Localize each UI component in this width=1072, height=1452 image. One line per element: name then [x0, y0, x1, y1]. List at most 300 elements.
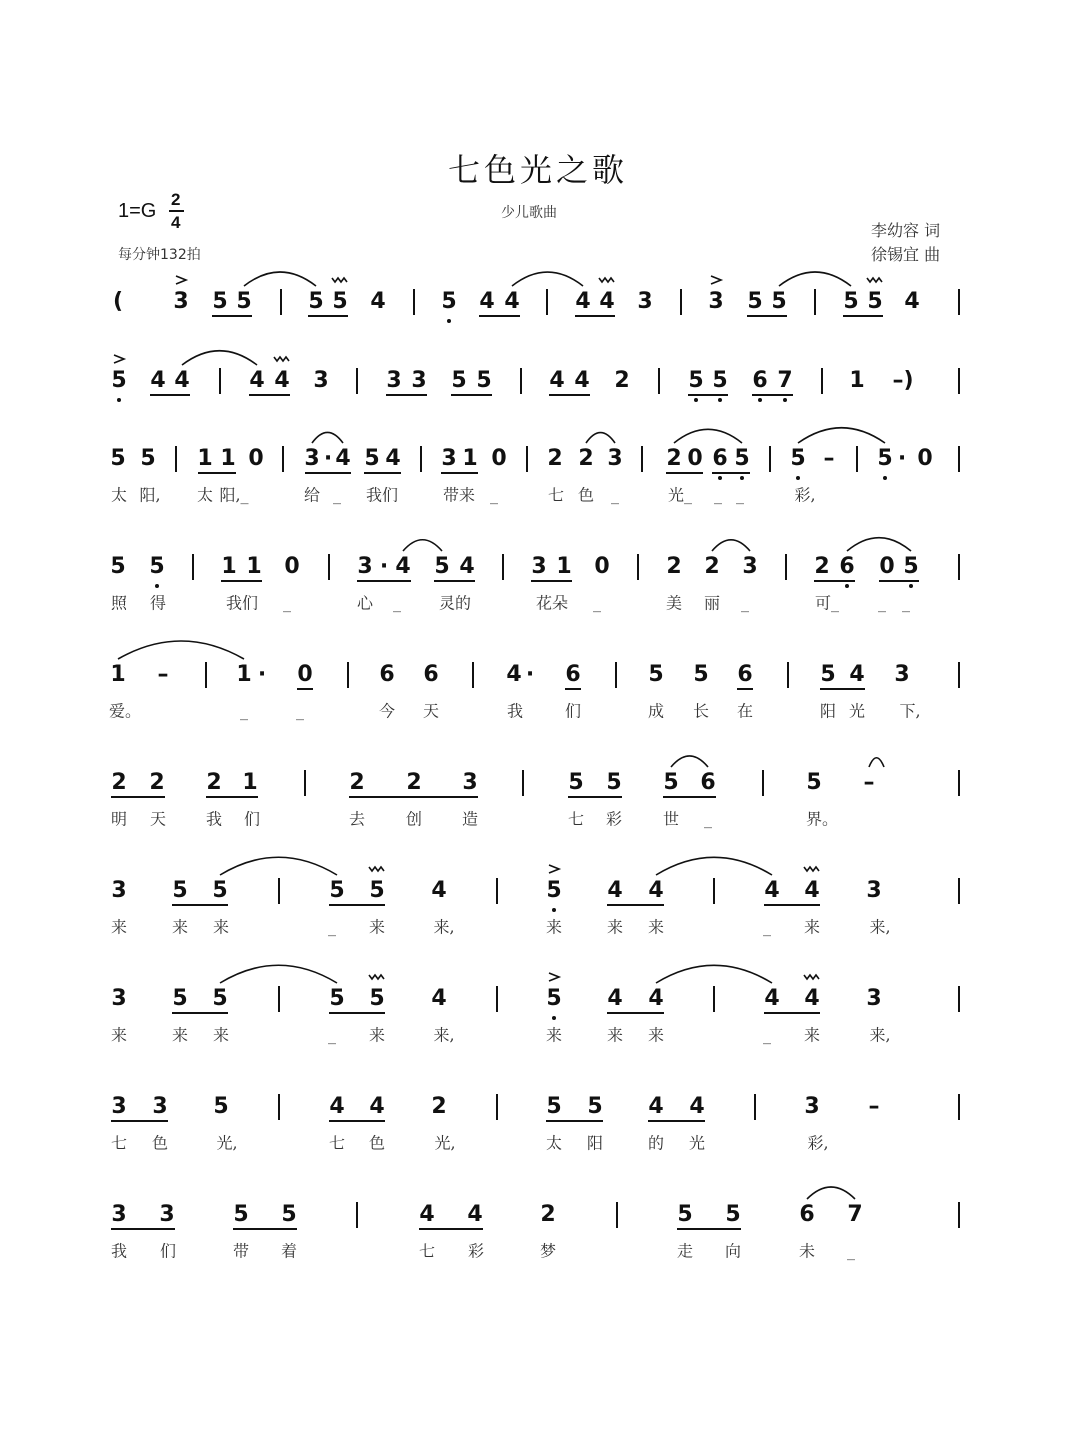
note: · [897, 446, 907, 471]
note: 5 [546, 1094, 562, 1119]
lyric: 灵的 [438, 593, 472, 613]
lyric: _ [878, 593, 886, 613]
note: 5 [747, 289, 763, 314]
note: 3 [357, 554, 373, 579]
mordent-mark [369, 975, 384, 979]
note: 5 [369, 878, 385, 903]
note: 5 [213, 1094, 229, 1119]
note: 5 [212, 878, 228, 903]
note: · [257, 662, 267, 687]
note: 7 [847, 1202, 863, 1227]
note: 5 [332, 289, 348, 314]
lyric: _ [333, 485, 341, 505]
slur-tie [656, 965, 772, 983]
note: 3 [111, 878, 127, 903]
note: 3 [866, 878, 882, 903]
note: 3 [894, 662, 910, 687]
note: 4 [648, 986, 664, 1011]
note: – [868, 1094, 880, 1119]
lyric: 创 [405, 809, 423, 829]
slur-tie [220, 965, 337, 983]
lyric: 阳 [819, 701, 837, 721]
lyric: 来 [110, 917, 128, 937]
lyric: 今 [378, 701, 396, 721]
mordent-mark [369, 867, 384, 871]
lyric: 太 [196, 485, 214, 505]
note: 4 [504, 289, 520, 314]
note: 4 [599, 289, 615, 314]
note: 5 [734, 446, 750, 471]
note: 5 [546, 878, 562, 903]
note: 5 [149, 554, 165, 579]
note: 4 [575, 289, 591, 314]
note: 1 [236, 662, 252, 687]
octave-dot-below [718, 398, 722, 402]
note: 2 [704, 554, 720, 579]
time-signature-top: 2 [171, 190, 181, 209]
lyric: 光 [848, 701, 866, 721]
note: 5 [476, 368, 492, 393]
note: 4 [648, 878, 664, 903]
lyric: _ [714, 485, 722, 505]
lyric: 彩, [807, 1133, 829, 1153]
note: 4 [648, 1094, 664, 1119]
note: 5 [308, 289, 324, 314]
lyric: 世 [662, 809, 680, 829]
lyric: 彩 [605, 809, 623, 829]
lyric: 来 [545, 917, 563, 937]
note: 5 [587, 1094, 603, 1119]
note: 1 [242, 770, 258, 795]
note: 4 [419, 1202, 435, 1227]
note: 4 [370, 289, 386, 314]
note: 1 [246, 554, 262, 579]
slur-tie [869, 758, 884, 767]
note: 2 [406, 770, 422, 795]
note: 2 [614, 368, 630, 393]
note: 3 [173, 289, 189, 314]
note: 3 [313, 368, 329, 393]
note: 5 [546, 986, 562, 1011]
slur-tie [807, 1187, 855, 1199]
octave-dot-below [845, 584, 849, 588]
octave-dot-below [447, 319, 451, 323]
lyric: 去 [348, 809, 366, 829]
lyric: 丽 [703, 593, 721, 613]
lyric: 光, [216, 1133, 238, 1153]
note: 4 [335, 446, 351, 471]
lyric: 造 [461, 809, 479, 829]
lyric: _ [593, 593, 601, 613]
mordent-mark [274, 357, 289, 361]
note: – [863, 770, 875, 795]
octave-dot-below [783, 398, 787, 402]
lyric: 天 [149, 809, 167, 829]
note: 3 [304, 446, 320, 471]
note: 0 [491, 446, 507, 471]
lyric: 阳, [139, 485, 161, 505]
octave-dot-below [883, 476, 887, 480]
lyric: _ [296, 701, 304, 721]
lyric: 七 [567, 809, 585, 829]
note: 5 [663, 770, 679, 795]
slur-tie [182, 351, 257, 365]
lyric: 走 [676, 1241, 694, 1261]
octave-dot-below [758, 398, 762, 402]
lyric: 我 [506, 701, 524, 721]
mordent-mark [804, 975, 819, 979]
tempo-marking: 每分钟132拍 [118, 247, 201, 263]
note: 2 [814, 554, 830, 579]
note: 5 [364, 446, 380, 471]
note: 5 [820, 662, 836, 687]
accent-mark [711, 276, 721, 284]
lyric: _ [736, 485, 744, 505]
lyric: 色 [577, 485, 595, 505]
slur-tie [244, 272, 316, 286]
lyric: 色 [151, 1133, 169, 1153]
note: 4 [764, 878, 780, 903]
mordent-mark [599, 278, 614, 282]
note: 3 [804, 1094, 820, 1119]
lyric: 们 [159, 1241, 177, 1261]
note: –) [892, 368, 914, 393]
lyric: 来 [803, 917, 821, 937]
lyric: 来 [212, 917, 230, 937]
lyric: 来, [433, 1025, 455, 1045]
note: 2 [666, 446, 682, 471]
note: 5 [212, 289, 228, 314]
slur-tie [674, 429, 742, 443]
lyric: 爱。 [108, 701, 142, 721]
note: 5 [877, 446, 893, 471]
lyric: 阳,_ [219, 485, 249, 505]
slur-tie [779, 272, 851, 286]
lyric: 来 [368, 917, 386, 937]
mordent-mark [867, 278, 882, 282]
lyric: 来, [869, 917, 891, 937]
note: 5 [369, 986, 385, 1011]
note: 0 [917, 446, 933, 471]
lyric: 着 [280, 1241, 298, 1261]
lyric: 带 [232, 1241, 250, 1261]
note: 2 [578, 446, 594, 471]
note: 4 [150, 368, 166, 393]
lyric: 来 [110, 1025, 128, 1045]
lyric: 我 [110, 1241, 128, 1261]
lyric: 七 [328, 1133, 346, 1153]
slur-tie [656, 857, 772, 875]
lyric: 来 [545, 1025, 563, 1045]
note: 5 [790, 446, 806, 471]
note: 5 [236, 289, 252, 314]
octave-dot-below [740, 476, 744, 480]
lyric: 带来 [442, 485, 476, 505]
note: 5 [568, 770, 584, 795]
lyric: _ [393, 593, 401, 613]
note: 5 [843, 289, 859, 314]
lyric: 来 [606, 1025, 624, 1045]
note: · [379, 554, 389, 579]
song-genre: 少儿歌曲 [501, 205, 557, 221]
accent-mark [549, 973, 559, 981]
note: 3 [152, 1094, 168, 1119]
lyric: 来 [212, 1025, 230, 1045]
note: 3 [441, 446, 457, 471]
note: 7 [777, 368, 793, 393]
lyric: 七 [547, 485, 565, 505]
note: 4 [274, 368, 290, 393]
lyric: 长 [692, 701, 710, 721]
note: 4 [459, 554, 475, 579]
lyric: 得 [149, 593, 167, 613]
lyric: 下, [899, 701, 921, 721]
lyric: 彩, [794, 485, 816, 505]
mordent-mark [332, 278, 347, 282]
note: 5 [329, 878, 345, 903]
slur-tie [220, 857, 337, 875]
note: 4 [431, 986, 447, 1011]
note: 0 [248, 446, 264, 471]
note: 4 [431, 878, 447, 903]
note: 1 [462, 446, 478, 471]
note: 3 [111, 1094, 127, 1119]
lyric: 们 [564, 701, 582, 721]
accent-mark [549, 865, 559, 873]
note: 3 [866, 986, 882, 1011]
lyric: 阳 [586, 1133, 604, 1153]
note: 5 [688, 368, 704, 393]
note: 5 [172, 986, 188, 1011]
lyric: 向 [724, 1241, 742, 1261]
lyric: 界。 [805, 809, 839, 829]
note: 5 [172, 878, 188, 903]
note: 2 [540, 1202, 556, 1227]
note: 1 [221, 554, 237, 579]
note: 4 [904, 289, 920, 314]
lyric: 给 [303, 485, 321, 505]
slur-tie [512, 272, 583, 286]
octave-dot-below [909, 584, 913, 588]
lyric: 来 [368, 1025, 386, 1045]
note: 2 [349, 770, 365, 795]
note: · [525, 662, 535, 687]
lyricist-credit: 李幼容 词 [871, 221, 941, 240]
lyric: 们 [243, 809, 261, 829]
note: 3 [462, 770, 478, 795]
note: 5 [140, 446, 156, 471]
note: 4 [479, 289, 495, 314]
slur-tie [847, 538, 911, 551]
lyric: 在 [736, 701, 754, 721]
note: 5 [212, 986, 228, 1011]
octave-dot-below [552, 1016, 556, 1020]
note: 4 [607, 986, 623, 1011]
octave-dot-below [694, 398, 698, 402]
lyric: 太 [545, 1133, 563, 1153]
note: 5 [725, 1202, 741, 1227]
note: 4 [804, 878, 820, 903]
lyric: 照 [110, 593, 128, 613]
lyric: 彩 [467, 1241, 485, 1261]
note: 2 [431, 1094, 447, 1119]
note: 2 [666, 554, 682, 579]
lyric: _ [763, 1025, 771, 1045]
note: 6 [712, 446, 728, 471]
note: 4 [385, 446, 401, 471]
note: 6 [737, 662, 753, 687]
lyric: _ [328, 1025, 336, 1045]
lyric: _ [741, 593, 749, 613]
note: 4 [395, 554, 411, 579]
note: 5 [903, 554, 919, 579]
slur-tie [586, 433, 615, 443]
key-signature: 1=G [118, 200, 157, 222]
lyric: 光, [434, 1133, 456, 1153]
note: 5 [281, 1202, 297, 1227]
note: 4 [764, 986, 780, 1011]
lyric: 梦 [539, 1241, 557, 1261]
note: 5 [233, 1202, 249, 1227]
lyric: _ [704, 809, 712, 829]
note: 4 [607, 878, 623, 903]
note: 0 [297, 662, 313, 687]
accent-mark [114, 355, 124, 363]
lyric: 来 [803, 1025, 821, 1045]
note: 6 [700, 770, 716, 795]
lyric: _ [611, 485, 619, 505]
note: 3 [708, 289, 724, 314]
lyric: 美 [665, 593, 683, 613]
note: 6 [565, 662, 581, 687]
lyric: _ [763, 917, 771, 937]
note: 6 [839, 554, 855, 579]
lyric: 花朵 [535, 593, 569, 613]
note: – [823, 446, 835, 471]
note: 4 [506, 662, 522, 687]
note: 5 [867, 289, 883, 314]
lyric: 成 [647, 701, 665, 721]
note: 1 [849, 368, 865, 393]
lyric: 来 [171, 917, 189, 937]
note: 3 [607, 446, 623, 471]
lyric: 七 [418, 1241, 436, 1261]
lyric: _ [490, 485, 498, 505]
note: 3 [531, 554, 547, 579]
note: 3 [742, 554, 758, 579]
note: 5 [329, 986, 345, 1011]
lyric: 来 [647, 917, 665, 937]
lyric: _ [847, 1241, 855, 1261]
lyric: 我 [205, 809, 223, 829]
note: 4 [329, 1094, 345, 1119]
note: 3 [411, 368, 427, 393]
note: 1 [220, 446, 236, 471]
lyric: 太 [110, 485, 128, 505]
note: 5 [434, 554, 450, 579]
lyric: 来 [171, 1025, 189, 1045]
song-title: 七色光之歌 [448, 151, 629, 189]
lyric: 可_ [814, 593, 840, 613]
note: 4 [369, 1094, 385, 1119]
note: 6 [379, 662, 395, 687]
note: ( [112, 289, 124, 314]
note: 1 [556, 554, 572, 579]
slur-tie [403, 540, 442, 551]
octave-dot-below [718, 476, 722, 480]
note: 1 [197, 446, 213, 471]
note: 0 [687, 446, 703, 471]
lyric: 七 [110, 1133, 128, 1153]
lyric: 来, [433, 917, 455, 937]
note: 4 [549, 368, 565, 393]
lyric: 未 [798, 1241, 816, 1261]
note: 5 [693, 662, 709, 687]
note: 4 [249, 368, 265, 393]
accent-mark [176, 276, 186, 284]
note: 4 [174, 368, 190, 393]
note: 3 [386, 368, 402, 393]
lyric: 色 [368, 1133, 386, 1153]
lyric: 来 [606, 917, 624, 937]
octave-dot-below [552, 908, 556, 912]
note: 2 [149, 770, 165, 795]
lyric: 我们 [225, 593, 259, 613]
note: 2 [111, 770, 127, 795]
mordent-mark [804, 867, 819, 871]
note: 5 [111, 368, 127, 393]
note: 0 [879, 554, 895, 579]
lyric: _ [328, 917, 336, 937]
note: 4 [689, 1094, 705, 1119]
note: 5 [712, 368, 728, 393]
composer-credit: 徐锡宜 曲 [871, 245, 941, 264]
slur-tie [118, 641, 244, 659]
note: 5 [451, 368, 467, 393]
note: 4 [467, 1202, 483, 1227]
note: – [157, 662, 169, 687]
note: 5 [110, 554, 126, 579]
note: 4 [574, 368, 590, 393]
lyric: _ [240, 701, 248, 721]
note: 2 [547, 446, 563, 471]
note: 5 [771, 289, 787, 314]
note: 5 [441, 289, 457, 314]
lyric: 心 [356, 593, 374, 613]
note: 5 [110, 446, 126, 471]
note: · [323, 446, 333, 471]
note: 6 [423, 662, 439, 687]
note: 3 [637, 289, 653, 314]
note: 5 [606, 770, 622, 795]
octave-dot-below [796, 476, 800, 480]
octave-dot-below [117, 398, 121, 402]
lyric: 明 [110, 809, 128, 829]
note: 0 [594, 554, 610, 579]
note: 5 [648, 662, 664, 687]
lyric: 我们 [365, 485, 399, 505]
slur-tie [671, 756, 708, 767]
lyric: _ [902, 593, 910, 613]
note: 3 [111, 986, 127, 1011]
note: 0 [284, 554, 300, 579]
lyric: 来 [647, 1025, 665, 1045]
slur-tie [312, 432, 343, 443]
note: 5 [806, 770, 822, 795]
note: 3 [111, 1202, 127, 1227]
lyric: 的 [647, 1133, 665, 1153]
lyric: 天 [422, 701, 440, 721]
